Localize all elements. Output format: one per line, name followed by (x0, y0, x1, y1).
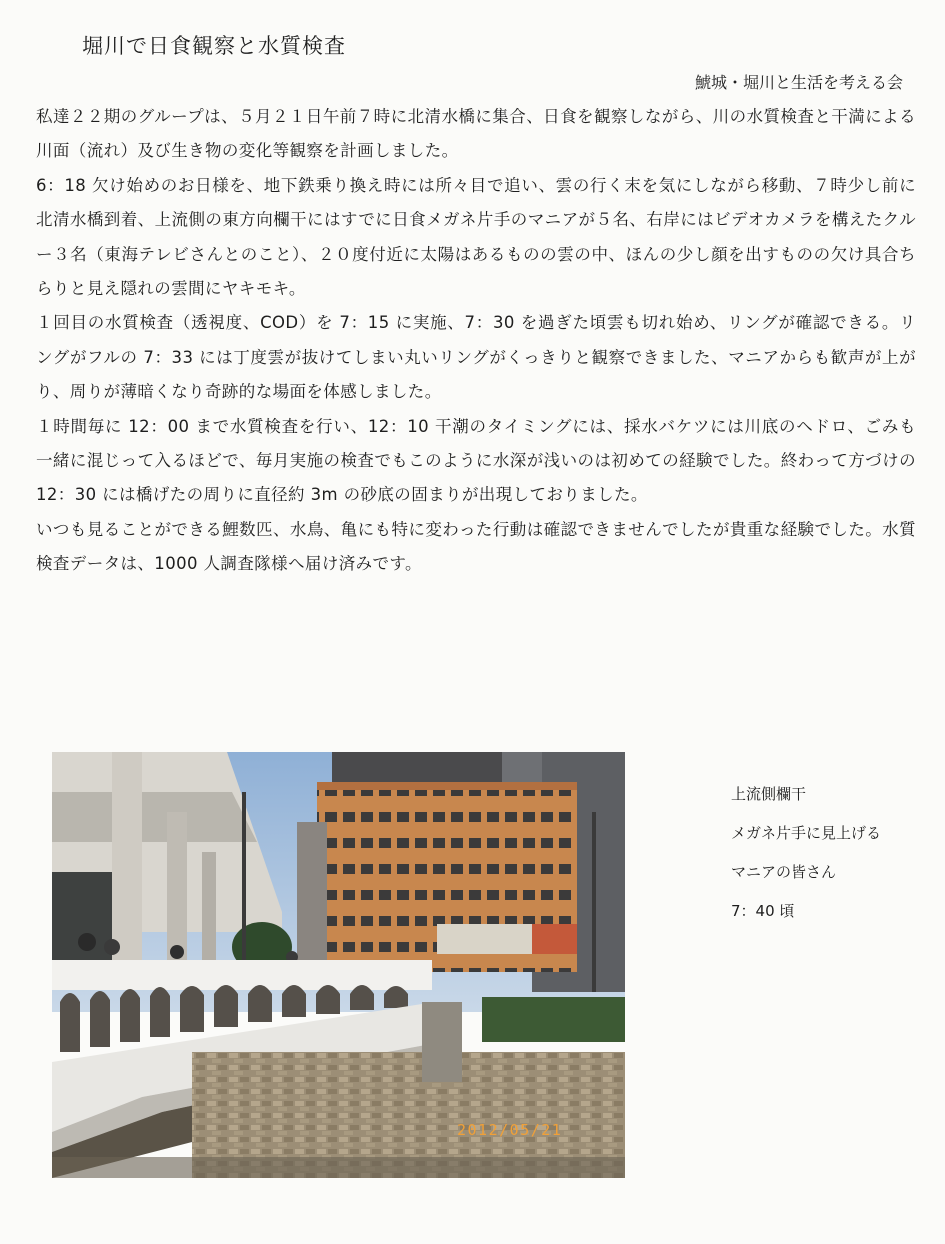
organization-name: 鯱城・堀川と生活を考える会 (694, 73, 903, 92)
page-title: 堀川で日食観察と水質検査 (82, 34, 346, 58)
article-body (36, 100, 916, 582)
caption-line: メガネ片手に見上げる (731, 824, 882, 842)
paragraph: １回目の水質検査（透視度、COD）を 7：15 に実施、7：30 を過ぎた頃雲も切れ始め、リングが確認できる。リングがフルの 7：33 には丁度雲が抜けてしまい丸いリングがくっきりと観察できました、マニアからも歓声が上がり、周りが薄暗くなり奇跡的な場面を体感しました。 (36, 313, 916, 402)
photo-date-stamp: 2012/05/21 (457, 1121, 563, 1139)
caption-line: マニアの皆さん (731, 863, 837, 881)
paragraph: １時間毎に 12：00 まで水質検査を行い、12：10 干潮のタイミングには、採水バケツには川底のヘドロ、ごみも一緒に混じって入るほどで、毎月実施の検査でもこのように水深が浅いのは初めての経験でした。終わって方づけの 12：30 には橋げたの周りに直径約 3m の砂底の固まりが出現しておりました。 (36, 416, 916, 505)
photo-caption (731, 775, 881, 931)
caption-line: 7：40 頃 (731, 902, 795, 920)
caption-line: 上流側欄干 (731, 785, 807, 803)
paragraph: 6：18 欠け始めのお日様を、地下鉄乗り換え時には所々目で追い、雲の行く末を気にしながら移動、７時少し前に北清水橋到着、上流側の東方向欄干にはすでに日食メガネ片手のマニアが５名、右岸にはビデオカメラを構えたクルー３名（東海テレビさんとのこと）、２０度付近に太陽はあるものの雲の中、ほんの少し顔を出すものの欠け具合ちらりと見え隠れの雲間にヤキモキ。 (36, 175, 916, 299)
paragraph: いつも見ることができる鯉数匹、水鳥、亀にも特に変わった行動は確認できませんでしたが貴重な経験でした。水質検査データは、1000 人調査隊様へ届け済みです。 (36, 519, 916, 574)
paragraph: 私達２２期のグループは、５月２１日午前７時に北清水橋に集合、日食を観察しながら、川の水質検査と干満による川面（流れ）及び生き物の変化等観察を計画しました。 (36, 107, 916, 161)
bridge-photo (52, 752, 625, 1178)
